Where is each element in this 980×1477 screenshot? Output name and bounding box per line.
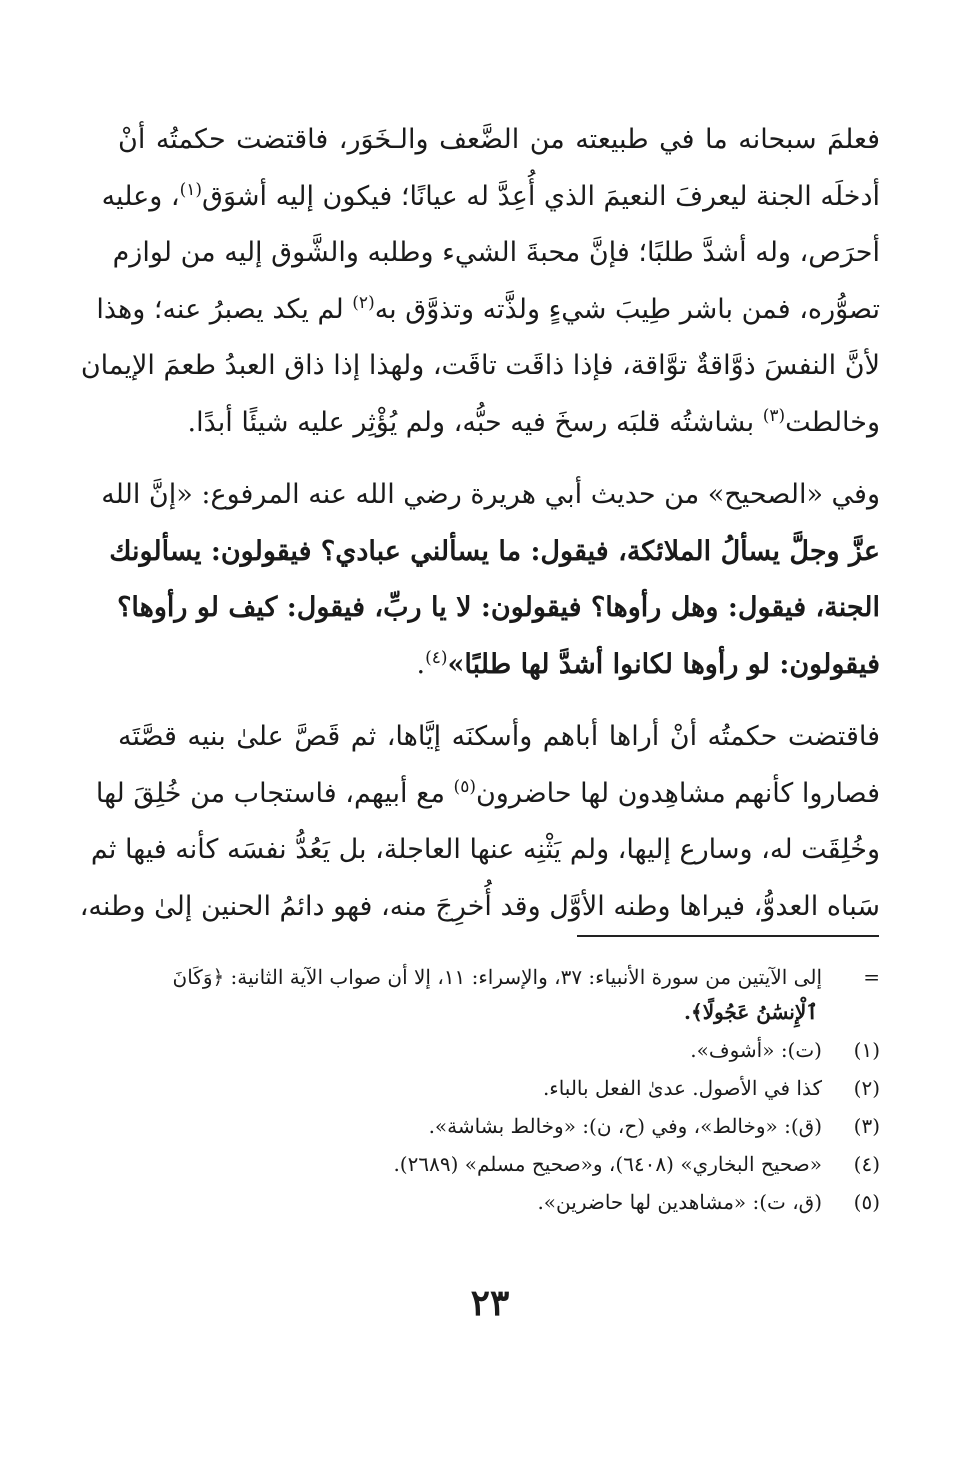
paragraph-2-line-4-text: فيقولون: لو رأوها لكانوا أشدَّ لها طلبًا» [447,648,880,680]
footnote-text: (ت): «أشوف». [690,1038,822,1062]
paragraph-1 [80,112,880,451]
paragraph-3-line-3: وخُلِقَت له، وسارع إليها، ولم يَثْنِه عنها العاجلة، بل يَعُدُّ نفسَه كأنه فيها ثم [90,834,880,865]
paragraph-1-line-2-text: أدخلَه الجنة ليعرفَ النعيمَ الذي أُعِدَّ له عيانًا؛ فيكون إليه أشوَق [202,180,880,212]
paragraph-1-line-4 [96,282,880,339]
footnote-continuation-line-2: ٱلْإِنسَٰنُ عَجُولًا﴾. [684,1000,818,1024]
footnote-item [150,1071,880,1106]
footnote-number: (٤) [853,1152,880,1176]
paragraph-2-line-4 [118,637,880,694]
paragraph-3-line-2-text: فصاروا كأنهم مشاهِدون لها حاضرون [475,777,880,809]
footnote-ref-3[interactable]: (٣) [762,405,786,426]
paragraph-1-line-3: أحرَص، وله أشدَّ طلبًا؛ فإنَّ محبةَ الشيء وطلبه والشَّوق إليه من لوازم [112,237,880,268]
footnote-ref-5[interactable]: (٥) [453,776,476,797]
paragraph-2-line-1: وفي «الصحيح» من حديث أبي هريرة رضي الله عنه المرفوع: «إنَّ الله [101,479,880,510]
paragraph-1-line-4-text: تصوُّره، فمن باشر طِيبَ شيءٍ ولذَّته وتذوَّق به [374,293,880,325]
paragraph-3-line-2 [95,766,880,823]
footnote-separator [577,935,879,937]
paragraph-1-line-5: لأنَّ النفسَ ذوَّاقةٌ توَّاقة، فإذا ذاقَت تاقَت، ولهذا إذا ذاق العبدُ طعمَ الإيمان [80,350,880,381]
footnote-text: (ق، ت): «مشاهدين لها حاضرين». [537,1190,822,1214]
footnote-ref-1[interactable]: (١) [179,179,203,200]
paragraph-1-line-1: فعلمَ سبحانه ما في طبيعته من الضَّعف والـخَوَر، فاقتضت حكمتُه أنْ [118,124,880,155]
paragraph-3-line-2-tail: مع أبيهم، فاستجاب من خُلِقَ لها [95,777,454,809]
paragraph-3-line-4: سَباه العدوُّ، فيراها وطنه الأوَّل وقد أُخرِجَ منه، فهو دائمُ الحنين إلىٰ وطنه، [79,890,880,922]
footnote-text: (ق): «وخالط»، وفي (ح، ن): «وخالط بشاشة». [428,1114,822,1138]
paragraph-3-line-1: فاقتضت حكمتُه أنْ أراها أباهم وأسكنَه إيَّاها، ثم قَصَّ علىٰ بنيه قصَّتَه [118,721,880,752]
footnote-ref-4[interactable]: (٤) [425,647,448,668]
paragraph-1-line-4-tail: لم يكد يصبرُ عنه؛ وهذا [96,293,353,325]
footnotes [150,960,880,1220]
footnote-continuation-text [150,960,822,1030]
footnote-text: كذا في الأصول. عدىٰ الفعل بالباء. [542,1076,822,1100]
paragraph-1-line-2 [101,169,880,226]
footnote-continuation-marker: = [863,965,880,989]
footnote-ref-2[interactable]: (٢) [352,292,375,313]
footnote-number: (٢) [853,1076,880,1100]
paragraph-1-line-6 [118,395,880,452]
footnote-number: (١) [853,1038,880,1062]
paragraph-2-line-2: عزَّ وجلَّ يسألُ الملائكة، فيقول: ما يسألني عبادي؟ فيقولون: يسألونك [109,535,880,567]
footnote-number: (٣) [853,1114,880,1138]
paragraph-2-line-4-tail: . [416,648,426,680]
footnote-item [150,1109,880,1144]
footnote-item [150,1033,880,1068]
paragraph-3 [79,709,880,935]
paragraph-1-line-6-tail: بشاشتُه قلبَه رسخَ فيه حبُّه، ولم يُؤْثِر عليه شيئًا أبدًا. [187,406,763,438]
page-number: ٢٣ [470,1282,510,1324]
paragraph-2-line-3: الجنة، فيقول: وهل رأوها؟ فيقولون: لا يا ربِّ، فيقول: كيف لو رأوها؟ [117,592,880,623]
footnote-text: «صحيح البخاري» (٦٤٠٨)، و«صحيح مسلم» (٢٦٨٩). [393,1152,822,1176]
footnote-continuation-line-1: إلى الآيتين من سورة الأنبياء: ٣٧، والإسراء: ١١، إلا أن صواب الآية الثانية: ﴿وَكَانَ [172,965,822,989]
paragraph-2 [101,467,880,693]
paragraph-1-line-6-text: وخالطت [785,406,880,438]
footnote-item [150,1185,880,1220]
page-body [79,112,880,935]
footnote-number: (٥) [853,1190,880,1214]
footnote-continuation [150,960,880,1030]
footnote-item [150,1147,880,1182]
paragraph-1-line-2-tail: ، وعليه [101,180,180,212]
